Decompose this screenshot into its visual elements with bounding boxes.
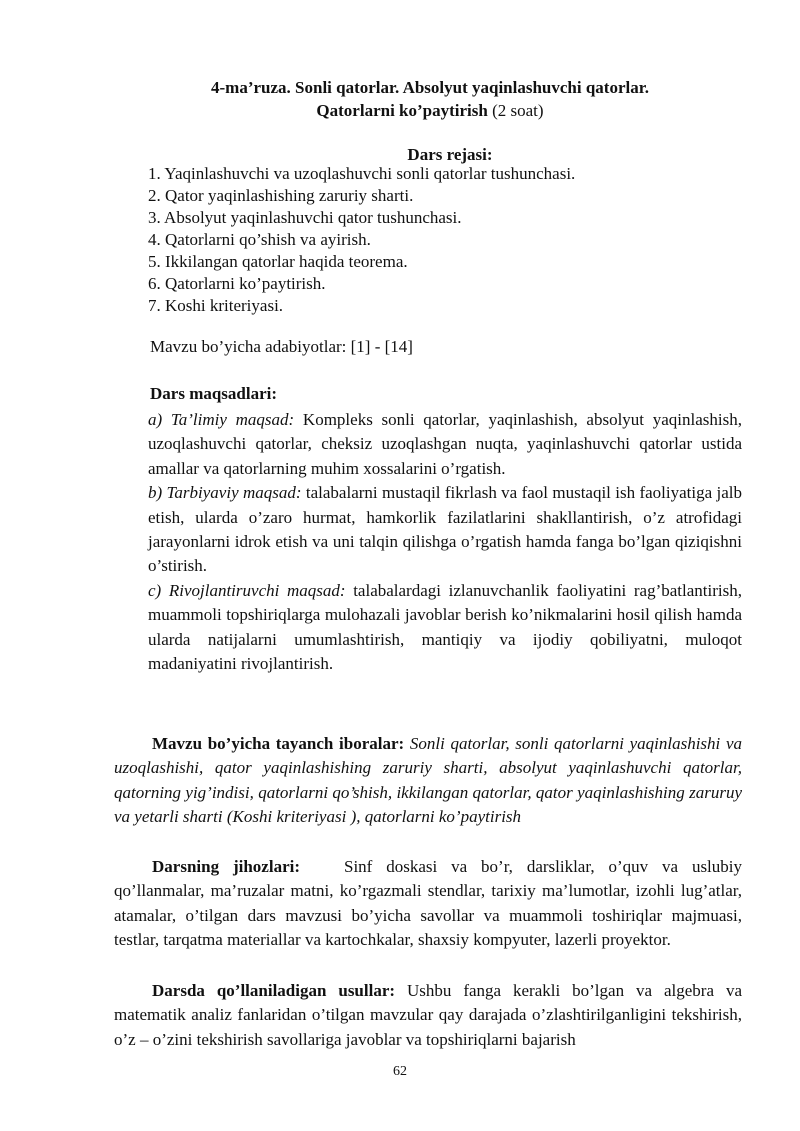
plan-item: 4. Qatorlarni qo’shish va ayirish. bbox=[148, 230, 371, 249]
lecture-title bbox=[100, 76, 760, 122]
goals-section bbox=[148, 408, 742, 676]
plan-item: 6. Qatorlarni ko’paytirish. bbox=[148, 274, 326, 293]
methods-paragraph bbox=[114, 979, 742, 1052]
goal-developmental bbox=[148, 579, 742, 677]
plan-item: 3. Absolyut yaqinlashuvchi qator tushunchasi. bbox=[148, 208, 462, 227]
goal-text: talabalardagi izlanuvchanlik faoliyatini rag’batlantirish, muammoli topshiriqlarga mulohazali javoblar berish ko’nikmalarini hosil qilish hamda ularda natijalarni umumlashtirish, mantiqiy va ijodiy qobiliyatni, muloqot madaniyatini rivojlantirish. bbox=[148, 580, 742, 674]
plan-list bbox=[148, 163, 575, 317]
goal-label: a) Ta’limiy maqsad: bbox=[148, 410, 295, 429]
goals-heading: Dars maqsadlari: bbox=[150, 384, 278, 403]
methods-text: Ushbu fanga kerakli bo’lgan va algebra va matematik analiz fanlaridan o’tilgan mavzular qay darajada o’zlashtirilganligini tekshirish, o’z – o’zini tekshirish savollariga javoblar va topshiriqlarni bajarish bbox=[114, 981, 742, 1049]
goal-label: b) Tarbiyaviy maqsad: bbox=[148, 483, 302, 503]
goal-educational bbox=[148, 408, 742, 481]
lecture-title-line2 bbox=[100, 99, 760, 122]
lecture-title-line1: 4-ma’ruza. Sonli qatorlar. Absolyut yaqinlashuvchi qatorlar. bbox=[211, 78, 649, 97]
plan-item: 1. Yaqinlashuvchi va uzoqlashuvchi sonli qatorlar tushunchasi. bbox=[148, 164, 576, 183]
goal-text: Kompleks sonli qatorlar, yaqinlashish, absolyut yaqinlashish, uzoqlashuvchi qatorlar, cheksiz uzoqlashgan nuqta, yaqinlashuvchi qatorlar ustida amallar va qatorlarning muhim xossalarini o’rgatish. bbox=[148, 410, 742, 478]
goal-text: talabalarni mustaqil fikrlash va faol mustaqil ish faoliyatiga jalb etish, ularda o’zaro hurmat, hamkorlik fazilatlarini shakllantirish, o’z atrofidagi jarayonlarni idrok etish va uni talqin qilishga o’rgatish hamda fanga bo’lgan qiziqishni o’stirish. bbox=[148, 483, 742, 576]
page-number: 62 bbox=[393, 1064, 407, 1079]
equipment-paragraph bbox=[114, 855, 742, 953]
keywords-paragraph bbox=[114, 732, 742, 830]
methods-lead: Darsda qo’llaniladigan usullar: bbox=[152, 981, 396, 1000]
equipment-text: Sinf doskasi va bo’r, darsliklar, o’quv va uslubiy qo’llanmalar, ma’ruzalar matni, ko’rgazmali stendlar, tarixiy ma’lumotlar, izohli lug’atlar, atamalar, o’tilgan dars mavzusi bo’yicha savollar va muammoli toshiriqlar majmuasi, testlar, tarqatma materiallar va kartochkalar, shaxsiy kompyuter, lazerli proyektor. bbox=[114, 857, 743, 950]
lecture-title-line2-bold: Qatorlarni ko’paytirish bbox=[316, 101, 488, 120]
keywords-lead: Mavzu bo’yicha tayanch iboralar: bbox=[152, 734, 405, 753]
plan-item: 5. Ikkilangan qatorlar haqida teorema. bbox=[148, 252, 408, 271]
lecture-duration: (2 soat) bbox=[487, 101, 544, 120]
goal-upbringing bbox=[148, 481, 742, 579]
plan-item: 2. Qator yaqinlashishing zaruriy sharti. bbox=[148, 186, 414, 205]
plan-heading: Dars rejasi: bbox=[407, 145, 493, 164]
literature-reference: Mavzu bo’yicha adabiyotlar: [1] - [14] bbox=[150, 337, 413, 356]
goal-label: c) Rivojlantiruvchi maqsad: bbox=[148, 580, 346, 600]
keywords-text: Sonli qatorlar, sonli qatorlarni yaqinlashishi va uzoqlashishi, qator yaqinlashishing zaruriy sharti, absolyut yaqinlashuvchi qatorlar, qatorning yig’indisi, qatorlarni qo’shish, ikkilangan qatorlar, qator yaqinlashishing zaruruy va yetarli sharti (Koshi kriteriyasi ), qatorlarni ko’paytirish bbox=[114, 734, 743, 827]
equipment-lead: Darsning jihozlari: bbox=[152, 857, 300, 876]
plan-item: 7. Koshi kriteriyasi. bbox=[148, 296, 284, 315]
